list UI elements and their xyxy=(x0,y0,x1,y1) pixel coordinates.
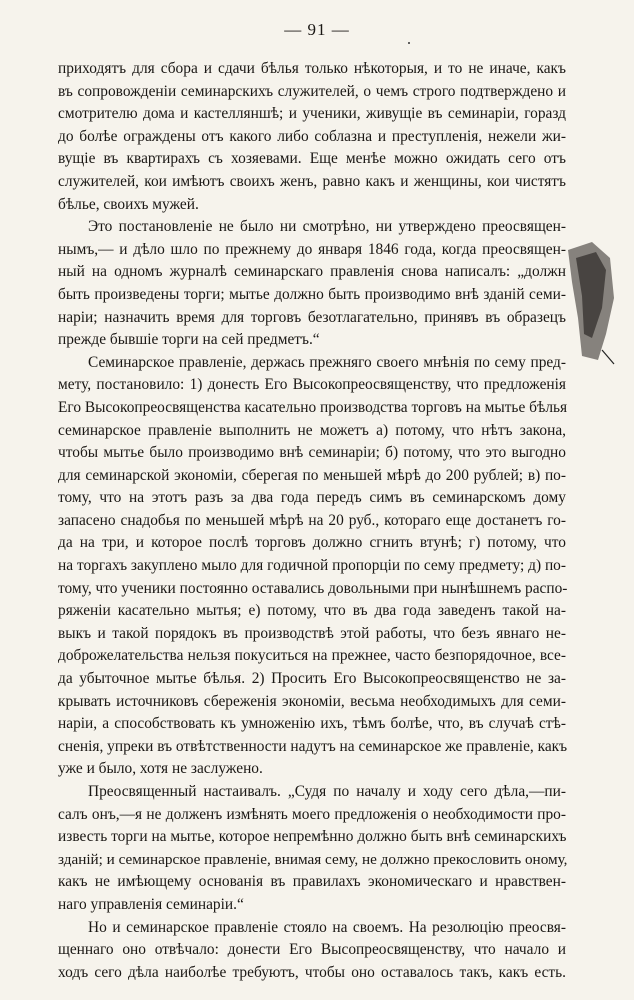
text-line: смотрителю дома и кастелляншѣ; и ученики, живущіе въ семинаріи, горазд xyxy=(58,105,566,123)
text-line: въ сопровожденіи семинарскихъ служителей, о чемъ строго подтверждено и xyxy=(58,82,566,100)
text-line: Это постановленіе не было ни смотрѣно, ни утверждено преосвящен- xyxy=(88,218,566,236)
ink-speck xyxy=(408,42,410,44)
text-line: Его Высокопреосвященства касательно производства торговъ на мытье бѣлья xyxy=(58,398,568,416)
text-line: уже и было, хотя не заслужено. xyxy=(58,760,263,778)
text-line: бѣлье, своихъ мужей. xyxy=(58,195,199,213)
body-text xyxy=(58,58,566,984)
text-line: запасено снадобья по меньшей мѣрѣ на 20 руб., котораго еще достанетъ го- xyxy=(58,511,566,529)
text-line: щеннаго оно отвѣчало: донести Его Высопреосвященству, что начало и xyxy=(58,941,566,959)
text-line: выкъ и такой порядокъ въ производствѣ этой работы, что безъ явнаго не- xyxy=(58,624,566,642)
text-line: на торгахъ закуплено мыло для годичной пропорціи по сему предмету; д) по- xyxy=(58,557,566,575)
text-line: приходятъ для сбора и сдачи бѣлья только нѣкоторыя, и то не иначе, какъ xyxy=(58,60,566,77)
margin-smudge-mark xyxy=(562,238,620,368)
text-line: тому, что ученики постоянно оставались довольными при нынѣшнемъ распо- xyxy=(58,579,568,597)
text-line: да убыточное мытье бѣлья. 2) Просить Его Высокопреосвященство не за- xyxy=(58,670,566,688)
text-line: Но и семинарское правленіе стояло на своемъ. На резолюцію преосвя- xyxy=(88,918,566,936)
text-line: доброжелательства нельзя покуситься на прежнее, часто безпорядочное, все- xyxy=(58,647,566,665)
text-line: мету, постановило: 1) донесть Его Высокопреосвященству, что предложенія xyxy=(58,376,566,394)
text-line: зданій; и семинарское правленіе, внимая сему, не должно прекословить оному, xyxy=(58,850,568,868)
text-line: чтобы мытье было производимо внѣ семинаріи; б) потому, что это выгодно xyxy=(58,444,566,462)
text-line: для семинарской экономіи, сберегая по меньшей мѣрѣ до 200 рублей; в) по- xyxy=(58,466,566,484)
text-line: да на три, и которое послѣ торговъ должно сгнить втунѣ; г) потому, что xyxy=(58,534,566,552)
text-line: до болѣе ограждены отъ какого либо соблазна и преступленія, нежели жи- xyxy=(58,127,566,145)
text-line: служителей, кои имѣютъ своихъ женъ, равно какъ и женщины, кои чистятъ xyxy=(58,172,566,190)
text-line: Семинарское правленіе, держась прежняго своего мнѣнія по сему пред- xyxy=(88,353,566,371)
text-line: наго управленія семинаріи.“ xyxy=(58,895,244,913)
text-line: известь торги на мытье, которое непремѣнно должно быть внѣ семинарскихъ xyxy=(58,828,567,846)
text-line: ходъ сего дѣла наиболѣе требуютъ, чтобы оно оставалось такъ, какъ есть. xyxy=(58,963,566,981)
text-line: салъ онъ,—я не долженъ измѣнять моего предложенія о необходимости про- xyxy=(58,805,566,823)
text-line: быть произведены торги; мытье должно быть производимо внѣ зданій семи- xyxy=(58,285,566,303)
text-line: ный на одномъ журналѣ семинарскаго правленія снова написалъ: „должн xyxy=(58,263,566,281)
text-line: семинарское правленіе выполнить не можетъ а) потому, что нѣтъ закона, xyxy=(58,421,566,439)
text-line: наріи, а способствовать къ умноженію ихъ, тѣмъ болѣе, что, въ случаѣ стѣ- xyxy=(58,715,566,733)
text-line: вущіе въ квартирахъ съ хозяевами. Еще менѣе можно ожидать сего отъ xyxy=(58,150,566,168)
text-line: наріи; назначить время для торговъ безотлагательно, принявъ въ образецъ xyxy=(58,308,566,326)
text-line: Преосвященный настаивалъ. „Судя по началу и ходу сего дѣла,—пи- xyxy=(88,783,566,800)
text-line: прежде бывшіе торги на сей предметъ.“ xyxy=(58,331,320,349)
text-line: сненія, упреки въ отвѣтственности надутъ на семинарское же правленіе, какъ xyxy=(58,737,568,755)
page-number: — 91 — xyxy=(284,20,350,39)
text-line: какъ не имѣющему основанія въ правилахъ экономическаго и нравствен- xyxy=(58,873,566,891)
text-line: нымъ,— и дѣло шло по прежнему до января 1846 года, когда преосвящен- xyxy=(58,240,566,258)
text-line: тому, что на этотъ разъ за два года передъ симъ въ семинарскомъ дому xyxy=(58,489,566,507)
text-line: ряженіи касательно мытья; е) потому, что въ два года заведенъ такой на- xyxy=(58,602,566,620)
text-line: крывать источниковъ сбереженія экономіи, весьма необходимыхъ для семи- xyxy=(58,692,566,710)
